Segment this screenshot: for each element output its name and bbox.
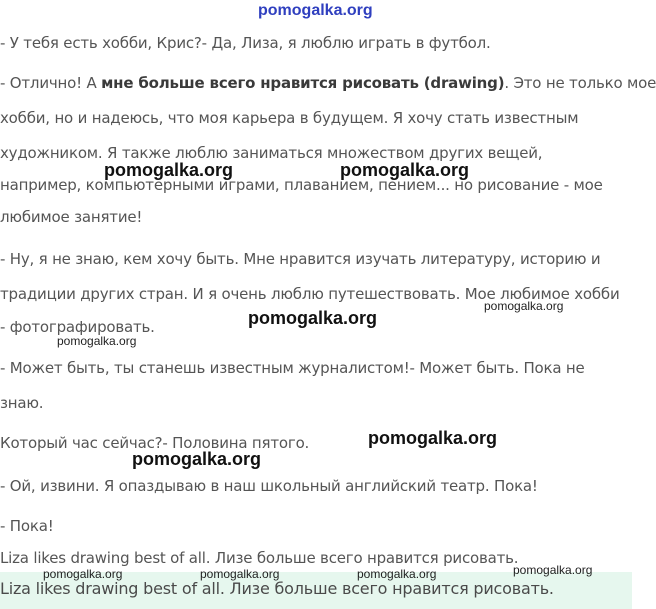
text-line-13: - Ой, извини. Я опаздываю в наш школьный английский театр. Пока! [0, 477, 538, 495]
text-line-2 [0, 74, 656, 92]
watermark-5: pomogalka.org [57, 334, 137, 348]
text-line-2-bold: мне больше всего нравится рисовать (drawing) [101, 74, 505, 92]
text-line-8: традиции других стран. И я очень люблю путешествовать. Мое любимое хобби [0, 285, 620, 303]
text-line-5: например, компьютерными играми, плаванием, пением... но рисование - мое [0, 176, 603, 194]
watermark-11: pomogalka.org [513, 563, 593, 577]
text-line-15: Liza likes drawing best of all. Лизе больше всего нравится рисовать. [0, 549, 519, 567]
watermark-9: pomogalka.org [200, 567, 280, 581]
text-line-4: художником. Я также люблю заниматься множеством других вещей, [0, 144, 543, 162]
watermark-2: pomogalka.org [340, 160, 470, 180]
watermark-10: pomogalka.org [357, 567, 437, 581]
watermark-4: pomogalka.org [484, 299, 564, 313]
answer-text: Liza likes drawing best of all. Лизе больше всего нравится рисовать. [0, 579, 554, 598]
text-line-3: хобби, но и надеюсь, что моя карьера в будущем. Я хочу стать известным [0, 109, 579, 127]
text-line-14: - Пока! [0, 517, 54, 535]
watermark-top: pomogalka.org [258, 2, 373, 19]
text-line-6: любимое занятие! [0, 208, 143, 226]
watermark-7: pomogalka.org [132, 449, 262, 469]
text-line-11: знаю. [0, 394, 44, 412]
watermark-1: pomogalka.org [104, 160, 234, 180]
text-line-7: - Ну, я не знаю, кем хочу быть. Мне нравится изучать литературу, историю и [0, 250, 601, 268]
watermark-6: pomogalka.org [368, 428, 498, 448]
text-line-2-end: . Это не только мое [504, 74, 656, 92]
watermark-8: pomogalka.org [43, 567, 123, 581]
text-line-12: Который час сейчас?- Половина пятого. [0, 434, 310, 452]
watermark-3: pomogalka.org [248, 308, 378, 328]
text-line-2-start: - Отлично! А [0, 74, 102, 92]
text-line-10: - Может быть, ты станешь известным журналистом!- Может быть. Пока не [0, 359, 585, 377]
text-line-1: - У тебя есть хобби, Крис?- Да, Лиза, я люблю играть в футбол. [0, 34, 491, 52]
text-line-9: - фотографировать. [0, 318, 155, 336]
